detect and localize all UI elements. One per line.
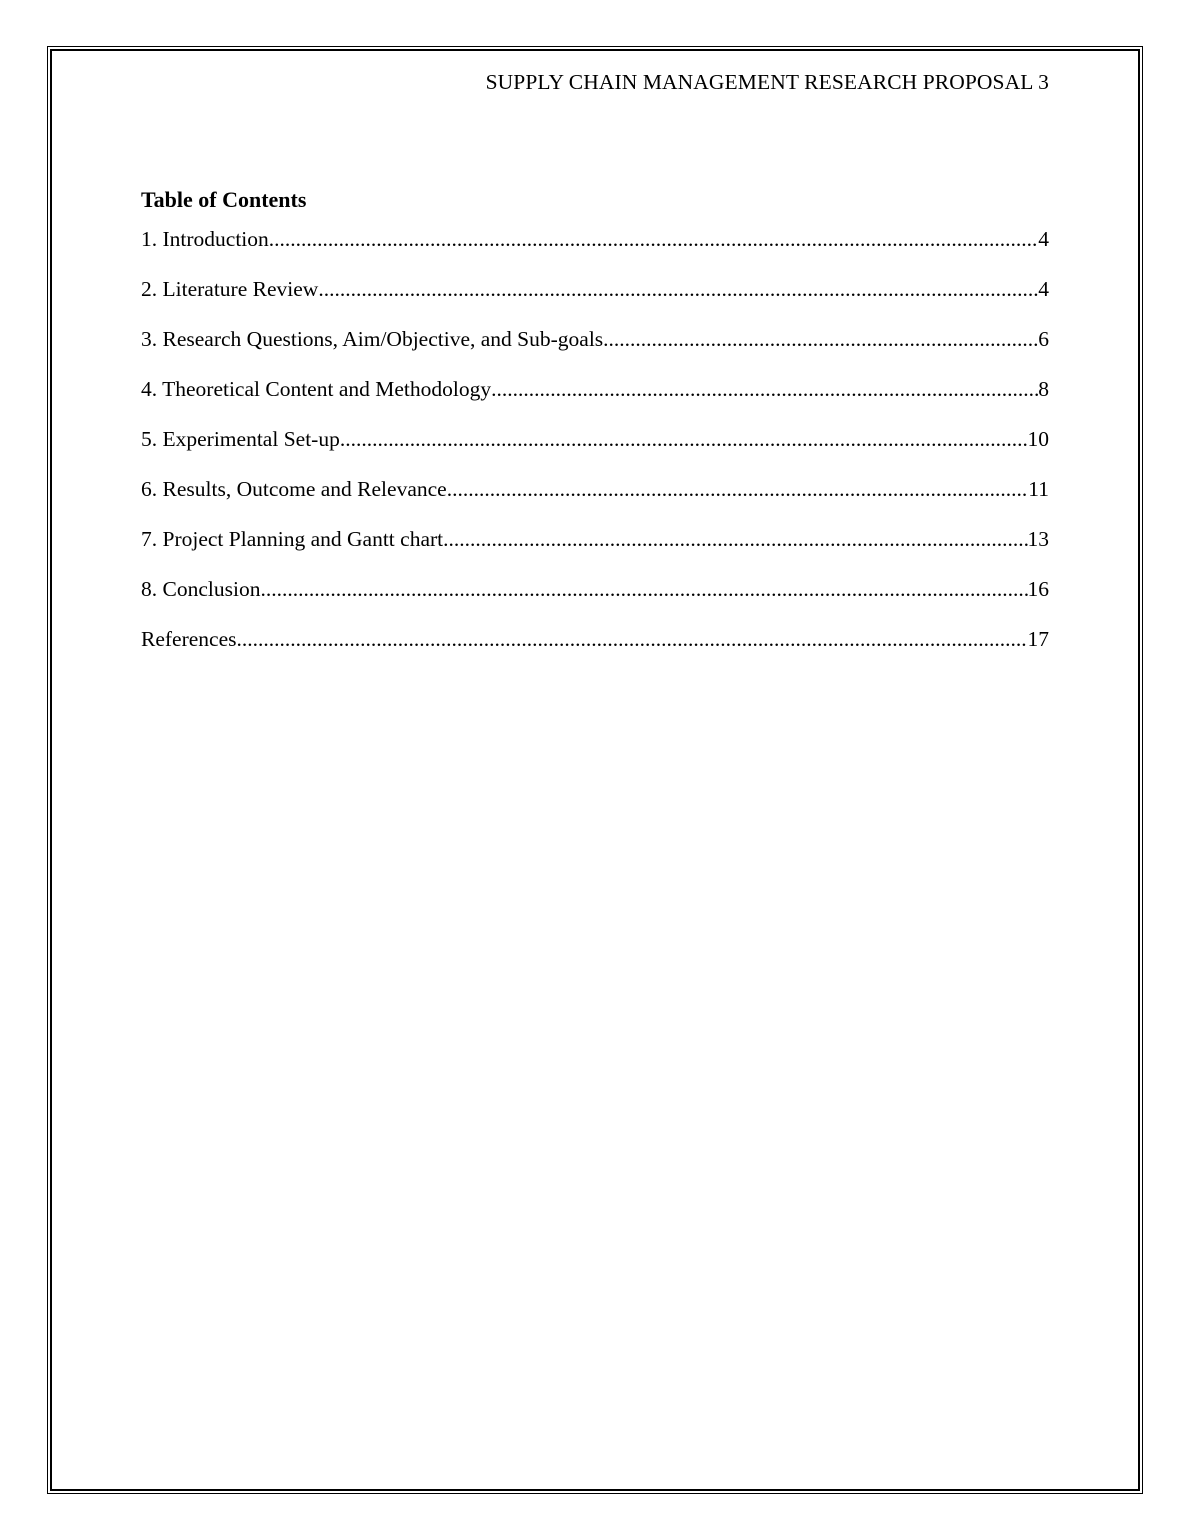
toc-dot-leader	[603, 326, 1038, 352]
toc-entry-label: 7. Project Planning and Gantt chart	[141, 527, 444, 551]
toc-entry-label: 6. Results, Outcome and Relevance	[141, 477, 447, 501]
toc-entry-label: References	[141, 627, 237, 651]
toc-entry-page: 6	[1038, 327, 1049, 351]
toc-dot-leader	[443, 526, 1027, 552]
toc-entry-label: 3. Research Questions, Aim/Objective, and Sub-goals	[141, 327, 604, 351]
toc-entry-page: 11	[1028, 477, 1049, 501]
toc-dot-leader	[260, 576, 1027, 602]
toc-entry-page: 10	[1027, 427, 1049, 451]
toc-dot-leader	[447, 476, 1029, 502]
toc-entry-label: 1. Introduction	[141, 227, 269, 251]
toc-dot-leader	[318, 276, 1038, 302]
table-of-contents	[141, 186, 1049, 676]
toc-dot-leader	[340, 426, 1028, 452]
toc-entry-research-questions[interactable]	[141, 326, 1049, 352]
toc-entry-literature-review[interactable]	[141, 276, 1049, 302]
toc-dot-leader	[491, 376, 1038, 402]
toc-entry-page: 16	[1027, 577, 1049, 601]
toc-entry-label: 4. Theoretical Content and Methodology	[141, 377, 492, 401]
toc-dot-leader	[269, 226, 1038, 252]
toc-entry-project-planning[interactable]	[141, 526, 1049, 552]
running-head: SUPPLY CHAIN MANAGEMENT RESEARCH PROPOSAL 3	[485, 70, 1049, 94]
toc-entry-experimental-setup[interactable]	[141, 426, 1049, 452]
toc-entry-conclusion[interactable]	[141, 576, 1049, 602]
toc-entry-page: 4	[1038, 277, 1049, 301]
toc-entry-page: 4	[1038, 227, 1049, 251]
toc-entry-label: 5. Experimental Set-up	[141, 427, 340, 451]
toc-entry-results[interactable]	[141, 476, 1049, 502]
toc-entry-page: 17	[1027, 627, 1049, 651]
toc-entry-introduction[interactable]	[141, 226, 1049, 252]
toc-entry-references[interactable]	[141, 626, 1049, 652]
toc-entry-page: 8	[1038, 377, 1049, 401]
toc-title: Table of Contents	[141, 187, 307, 212]
toc-entry-theoretical-content[interactable]	[141, 376, 1049, 402]
toc-entry-label: 8. Conclusion	[141, 577, 261, 601]
toc-entry-label: 2. Literature Review	[141, 277, 319, 301]
toc-dot-leader	[237, 626, 1028, 652]
toc-entry-page: 13	[1027, 527, 1049, 551]
